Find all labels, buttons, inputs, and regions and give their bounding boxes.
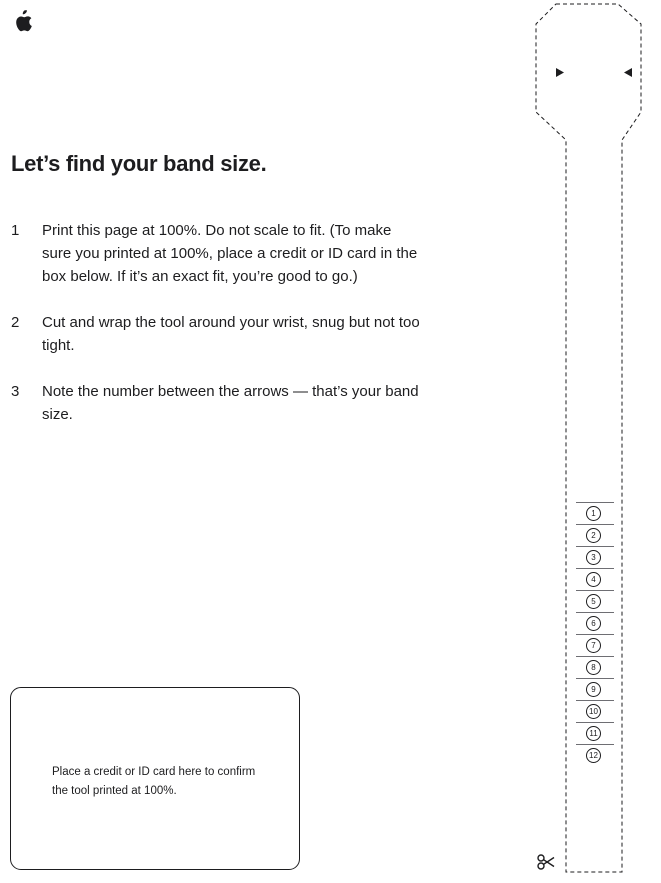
size-mark bbox=[576, 546, 614, 568]
step-3 bbox=[11, 380, 421, 426]
size-mark bbox=[576, 700, 614, 722]
size-mark bbox=[576, 678, 614, 700]
size-number: 9 bbox=[586, 682, 601, 697]
size-mark bbox=[576, 744, 614, 766]
step-1 bbox=[11, 219, 421, 288]
size-number: 8 bbox=[586, 660, 601, 675]
size-number: 3 bbox=[586, 550, 601, 565]
size-mark bbox=[576, 656, 614, 678]
page-title: Let’s find your band size. bbox=[11, 151, 267, 176]
step-text: Print this page at 100%. Do not scale to fit. (To make sure you printed at 100%, place a credit or ID card in the box below. If it’s an exact fit, you’re good to go.) bbox=[42, 222, 418, 285]
step-number: 3 bbox=[11, 383, 20, 400]
size-mark bbox=[576, 612, 614, 634]
size-mark bbox=[576, 502, 614, 524]
arrow-left-icon bbox=[624, 68, 632, 77]
size-number: 4 bbox=[586, 572, 601, 587]
step-number: 1 bbox=[11, 222, 20, 239]
size-number: 1 bbox=[586, 506, 601, 521]
instruction-steps bbox=[11, 219, 421, 426]
step-number: 2 bbox=[11, 314, 20, 331]
size-number: 2 bbox=[586, 528, 601, 543]
step-text: Cut and wrap the tool around your wrist, snug but not too tight. bbox=[42, 314, 420, 354]
band-size-scale bbox=[576, 502, 614, 766]
size-mark bbox=[576, 634, 614, 656]
size-number: 10 bbox=[586, 704, 601, 719]
size-number: 11 bbox=[586, 726, 601, 741]
step-2 bbox=[11, 311, 421, 357]
arrow-right-icon bbox=[556, 68, 564, 77]
size-number: 5 bbox=[586, 594, 601, 609]
scissors-icon bbox=[537, 854, 555, 870]
size-mark bbox=[576, 590, 614, 612]
card-box-instructions: Place a credit or ID card here to confirm the tool printed at 100%. bbox=[52, 766, 256, 797]
size-mark bbox=[576, 524, 614, 546]
credit-card-placement-box bbox=[10, 687, 300, 870]
size-number: 7 bbox=[586, 638, 601, 653]
step-text: Note the number between the arrows — that’s your band size. bbox=[42, 383, 419, 423]
size-mark bbox=[576, 568, 614, 590]
apple-logo-icon bbox=[11, 9, 33, 33]
size-mark bbox=[576, 722, 614, 744]
size-number: 12 bbox=[586, 748, 601, 763]
size-number: 6 bbox=[586, 616, 601, 631]
